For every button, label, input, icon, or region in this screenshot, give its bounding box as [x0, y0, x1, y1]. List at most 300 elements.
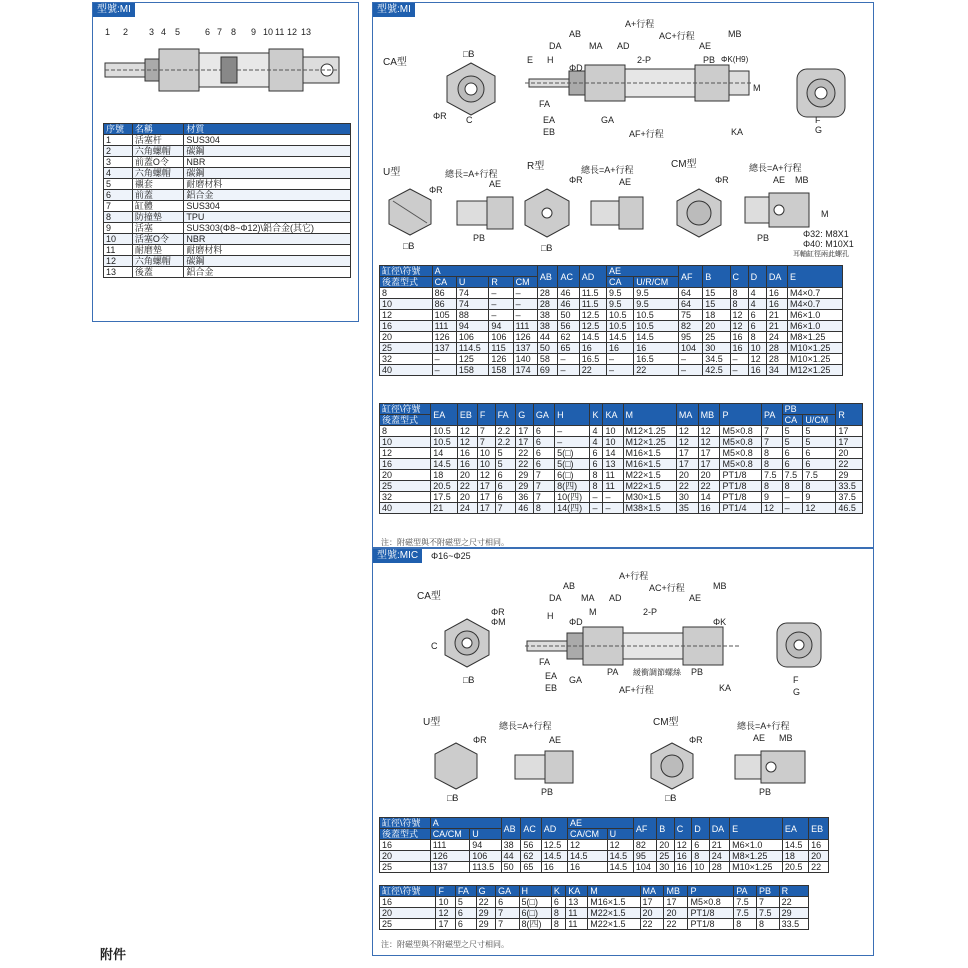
table-cell: 9.5 — [606, 299, 633, 310]
table-cell: 7 — [762, 426, 783, 437]
table-cell: 22 — [676, 481, 698, 492]
table-cell: M16×1.5 — [588, 897, 640, 908]
table-cell: 20 — [657, 840, 674, 851]
mic-dim-phi-k: ΦK — [713, 617, 727, 627]
table-header-cell: 後蓋型式 — [380, 277, 433, 288]
table-cell: 34.5 — [703, 354, 730, 365]
table-cell: 六角螺帽 — [132, 256, 184, 267]
callout-10: 10 — [263, 27, 274, 37]
table-cell: 16 — [606, 343, 633, 354]
table-cell: 12 — [698, 426, 720, 437]
table-cell: 56 — [521, 840, 541, 851]
table-cell: 16 — [748, 365, 766, 376]
table-cell: 126 — [489, 354, 513, 365]
table-row — [104, 168, 351, 179]
table-cell: 126 — [432, 332, 456, 343]
table-header-cell: PB — [756, 886, 779, 897]
mi-dim-k-h9: ΦK(H9) — [721, 55, 749, 64]
table-header-cell: M — [623, 404, 676, 426]
table-cell: 10(四) — [555, 492, 590, 503]
cylinder-section-drawing — [101, 39, 351, 105]
table-cell: 24 — [457, 503, 477, 514]
table-header-cell: CM — [513, 277, 537, 288]
mi-r-phi-r: ΦR — [569, 175, 583, 185]
table-cell: 17 — [676, 459, 698, 470]
table-cell: 114.5 — [456, 343, 489, 354]
table-cell: 16 — [457, 459, 477, 470]
table-cell: 7 — [477, 426, 495, 437]
table-cell: 14.5 — [607, 851, 633, 862]
table-cell: 8 — [104, 212, 133, 223]
table-cell: M12×1.25 — [623, 437, 676, 448]
mic-rear-f: F — [793, 675, 799, 685]
table-cell: 6 — [533, 448, 554, 459]
mic-u-total: 總長=A+行程 — [499, 721, 552, 731]
table-cell: 38 — [501, 840, 521, 851]
table-cell: 82 — [633, 840, 656, 851]
table-header-cell: R — [836, 404, 863, 426]
table-cell: 16 — [541, 862, 567, 873]
table-cell: 14.5 — [579, 332, 606, 343]
table-header-cell: MA — [676, 404, 698, 426]
footer-label: 附件 — [100, 947, 127, 962]
mi-dim-2p: 2-P — [637, 55, 652, 65]
table-cell: 29 — [476, 919, 495, 930]
table-cell: 111 — [513, 321, 537, 332]
table-cell: 6 — [533, 437, 554, 448]
mic-cm-mb: MB — [779, 733, 793, 743]
table-cell: 16 — [380, 897, 436, 908]
table-cell: 12 — [436, 908, 455, 919]
mic-u-phi-r: ΦR — [473, 735, 487, 745]
table-cell: 11 — [603, 470, 623, 481]
table-cell: 5 — [104, 179, 133, 190]
table-cell: 六角螺帽 — [132, 146, 184, 157]
parts-header-cell: 序號 — [104, 124, 133, 135]
table-header-cell: 後蓋型式 — [380, 415, 431, 426]
mi-u-label: U型 — [383, 167, 401, 178]
mi-dim-pb: PB — [703, 55, 716, 65]
table-cell: 前蓋 — [132, 190, 184, 201]
table-row — [380, 310, 843, 321]
table-cell: 7.5 — [762, 470, 783, 481]
table-cell: 10.5 — [431, 437, 458, 448]
table-cell: 38 — [537, 321, 558, 332]
table-cell: 8 — [730, 288, 748, 299]
table-header-cell: FA — [455, 886, 476, 897]
table-cell: 9.5 — [606, 288, 633, 299]
mi-r-total: 總長=A+行程 — [581, 165, 634, 175]
table-cell: 21 — [766, 321, 787, 332]
table-header-cell: U/R/CM — [634, 277, 679, 288]
table-header-cell: DA — [709, 818, 729, 840]
table-cell: 16 — [730, 343, 748, 354]
table-cell: 22 — [836, 459, 863, 470]
table-cell: 38 — [537, 310, 558, 321]
mi-ca-phi-r: ΦR — [433, 111, 447, 121]
table-cell: 74 — [456, 288, 489, 299]
table-cell: 88 — [456, 310, 489, 321]
mi-cm-side-view — [743, 187, 813, 233]
table-cell: 16 — [457, 448, 477, 459]
table-cell: 活塞 — [132, 223, 184, 234]
table-cell: 17 — [664, 897, 688, 908]
table-row — [380, 299, 843, 310]
table-cell: 21 — [766, 310, 787, 321]
table-cell: 50 — [501, 862, 521, 873]
mi-dim-e: E — [527, 55, 534, 65]
table-cell: 碳鋼 — [184, 146, 351, 157]
table-header-cell: 缸徑\符號 — [380, 404, 431, 415]
table-cell: 12 — [477, 470, 495, 481]
table-cell: 6(□) — [555, 470, 590, 481]
mic-panel-tag: 型號:MIC — [373, 549, 422, 563]
table-cell: 12 — [380, 310, 433, 321]
table-row — [380, 470, 863, 481]
table-cell: 4 — [590, 426, 603, 437]
table-row — [380, 448, 863, 459]
mi-r-label: R型 — [527, 161, 545, 172]
table-cell: 29 — [516, 470, 534, 481]
mic-ca-front-view — [441, 617, 493, 669]
table-cell: 12 — [762, 503, 783, 514]
table-cell: – — [555, 426, 590, 437]
table-cell: 12.5 — [541, 840, 567, 851]
table-cell: 16 — [568, 862, 608, 873]
table-header-cell: KA — [566, 886, 588, 897]
table-cell: M30×1.5 — [623, 492, 676, 503]
table-cell: 7.5 — [734, 908, 757, 919]
table-cell: 7.5 — [734, 897, 757, 908]
table-header-cell: GA — [533, 404, 554, 426]
table-cell: M10×1.25 — [788, 343, 843, 354]
table-cell: 10 — [104, 234, 133, 245]
table-cell: 6 — [455, 908, 476, 919]
table-cell: M5×0.8 — [720, 426, 762, 437]
mi-ca-rear-view — [793, 65, 849, 121]
table-cell: 20 — [676, 470, 698, 481]
table-cell: 13 — [104, 267, 133, 278]
table-cell: 106 — [489, 332, 513, 343]
table-cell: 12 — [676, 437, 698, 448]
table-header-cell: AD — [541, 818, 567, 840]
table-cell: 16 — [730, 332, 748, 343]
mic-ca-rear-view — [773, 619, 825, 671]
mic-dimension-table-2 — [379, 885, 809, 930]
table-cell: 10 — [380, 437, 431, 448]
table-cell: 6 — [748, 310, 766, 321]
table-cell: 12 — [803, 503, 836, 514]
table-cell: 3 — [104, 157, 133, 168]
table-cell: 28 — [766, 343, 787, 354]
table-cell: 1 — [104, 135, 133, 146]
mi-r-ae: AE — [619, 177, 632, 187]
table-cell: 25 — [703, 332, 730, 343]
table-cell: 25 — [380, 919, 436, 930]
table-cell: SUS304 — [184, 201, 351, 212]
table-row — [380, 321, 843, 332]
table-cell: 12 — [457, 426, 477, 437]
table-cell: 7 — [104, 201, 133, 212]
table-cell: 6 — [748, 321, 766, 332]
table-cell: 5 — [782, 426, 803, 437]
table-header-cell: A — [430, 818, 501, 829]
table-cell: 20 — [698, 470, 720, 481]
table-header-cell: CA/CM — [568, 829, 608, 840]
table-row — [380, 862, 829, 873]
table-cell: 6 — [104, 190, 133, 201]
table-cell: 158 — [489, 365, 513, 376]
table-cell: 18 — [782, 851, 808, 862]
table-cell: 9 — [104, 223, 133, 234]
table-cell: NBR — [184, 234, 351, 245]
mic-cm-phi-r: ΦR — [689, 735, 703, 745]
mi-dim-eb: EB — [543, 127, 556, 137]
table-cell: 後蓋 — [132, 267, 184, 278]
table-cell: 20 — [640, 908, 664, 919]
mic-dim-a-stroke: A+行程 — [619, 571, 649, 581]
table-cell: 8 — [756, 919, 779, 930]
table-cell: – — [590, 503, 603, 514]
mi-cm-note-1: Φ32: M8X1 — [803, 229, 849, 239]
table-header-cell: D — [692, 818, 709, 840]
table-cell: 16 — [579, 343, 606, 354]
table-cell: 20 — [664, 908, 688, 919]
table-cell: 6 — [496, 897, 519, 908]
table-cell: 12 — [607, 840, 633, 851]
table-cell: NBR — [184, 157, 351, 168]
table-cell: 22 — [779, 897, 808, 908]
table-cell: – — [679, 354, 703, 365]
table-cell: 4 — [748, 288, 766, 299]
mi-r-side-view — [589, 193, 645, 233]
mi-u-side-view — [455, 191, 515, 235]
mi-dim-af-stroke: AF+行程 — [629, 129, 664, 139]
table-cell: 22 — [516, 448, 534, 459]
callout-8: 8 — [231, 27, 237, 37]
table-cell: 14(四) — [555, 503, 590, 514]
table-cell: 10.5 — [634, 310, 679, 321]
table-cell: 10 — [477, 459, 495, 470]
mic-u-label: U型 — [423, 717, 441, 728]
table-cell: 17 — [836, 426, 863, 437]
table-cell: 5 — [495, 459, 516, 470]
table-cell: 16 — [380, 321, 433, 332]
table-cell: 10 — [748, 343, 766, 354]
table-cell: 8 — [590, 470, 603, 481]
mi-ca-front-view — [443, 61, 499, 117]
mic-cm-pb: PB — [759, 787, 772, 797]
table-cell: 8 — [380, 426, 431, 437]
mi-dimension-table-1 — [379, 265, 843, 376]
table-header-cell: U — [456, 277, 489, 288]
table-cell: 40 — [380, 365, 433, 376]
table-cell: 14.5 — [568, 851, 608, 862]
table-cell: 12 — [748, 354, 766, 365]
table-row — [380, 851, 829, 862]
table-cell: 20 — [457, 470, 477, 481]
table-cell: 9.5 — [634, 288, 679, 299]
table-cell: 8 — [533, 503, 554, 514]
table-header-cell: 缸徑\符號 — [380, 818, 431, 829]
table-cell: 115 — [489, 343, 513, 354]
mi-panel — [372, 2, 874, 548]
table-cell: 9 — [803, 492, 836, 503]
table-row — [104, 201, 351, 212]
table-header-cell: CA — [432, 277, 456, 288]
table-header-cell: G — [516, 404, 534, 426]
table-row — [380, 840, 829, 851]
table-row — [104, 223, 351, 234]
table-cell: 42.5 — [703, 365, 730, 376]
table-cell: 25 — [657, 851, 674, 862]
mic-u-ae: AE — [549, 735, 562, 745]
mic-u-pb: PB — [541, 787, 554, 797]
table-cell: 75 — [679, 310, 703, 321]
table-cell: 137 — [432, 343, 456, 354]
table-cell: – — [489, 288, 513, 299]
table-cell: 10 — [692, 862, 709, 873]
table-cell: 14.5 — [607, 862, 633, 873]
table-row — [380, 343, 843, 354]
table-cell: 11.5 — [579, 299, 606, 310]
table-cell: 7 — [533, 481, 554, 492]
table-cell: 82 — [679, 321, 703, 332]
table-cell: 11 — [104, 245, 133, 256]
mi-dim-ka: KA — [731, 127, 744, 137]
table-cell: 17 — [477, 481, 495, 492]
table-cell: 17 — [640, 897, 664, 908]
table-cell: 174 — [513, 365, 537, 376]
table-cell: 44 — [501, 851, 521, 862]
mi-cm-m: M — [821, 209, 829, 219]
table-cell: 34 — [766, 365, 787, 376]
table-cell: 防撞墊 — [132, 212, 184, 223]
table-header-cell: PA — [762, 404, 783, 426]
table-cell: 126 — [430, 851, 470, 862]
mi-dim-a-stroke: A+行程 — [625, 19, 655, 29]
mi-cm-front-view — [673, 187, 725, 239]
table-header-cell: AE — [568, 818, 634, 829]
mi-cm-note-3: 耳軸缸徑兩此螺孔 — [793, 251, 849, 258]
table-cell: SUS303(Φ8~Φ12)\鋁合金(其它) — [184, 223, 351, 234]
table-header-cell: 缸徑\符號 — [380, 266, 433, 277]
table-cell: 8 — [590, 481, 603, 492]
table-cell: 28 — [537, 299, 558, 310]
table-cell: 8 — [762, 448, 783, 459]
table-cell: 22 — [664, 919, 688, 930]
mi-u-total: 總長=A+行程 — [445, 169, 498, 179]
table-cell: 6 — [551, 897, 565, 908]
table-cell: M10×1.25 — [730, 862, 783, 873]
table-cell: 126 — [513, 332, 537, 343]
table-cell: 16 — [698, 503, 720, 514]
table-cell: 15 — [703, 288, 730, 299]
table-cell: M12×1.25 — [788, 365, 843, 376]
mi-dim-ad: AD — [617, 41, 630, 51]
parts-header-cell: 名稱 — [132, 124, 184, 135]
table-cell: 10.5 — [606, 321, 633, 332]
table-cell: 6 — [782, 459, 803, 470]
table-cell: 17 — [676, 448, 698, 459]
table-cell: 35 — [676, 503, 698, 514]
table-cell: 14.5 — [634, 332, 679, 343]
table-cell: 17 — [836, 437, 863, 448]
table-cell: 17 — [477, 492, 495, 503]
table-header-cell: AB — [537, 266, 558, 288]
table-cell: 8(四) — [519, 919, 551, 930]
table-cell: – — [513, 310, 537, 321]
table-cell: 20.5 — [782, 862, 808, 873]
table-cell: 18 — [431, 470, 458, 481]
table-cell: 16 — [674, 862, 691, 873]
table-cell: 24 — [766, 332, 787, 343]
table-row — [104, 135, 351, 146]
table-cell: 30 — [676, 492, 698, 503]
table-header-cell: DA — [766, 266, 787, 288]
mic-dim-ac-stroke: AC+行程 — [649, 583, 685, 593]
mic-dim-m: M — [589, 607, 597, 617]
table-cell: M5×0.8 — [720, 437, 762, 448]
table-cell: 缸體 — [132, 201, 184, 212]
table-cell: 65 — [521, 862, 541, 873]
callout-12: 12 — [287, 27, 298, 37]
mi-dim-ma: MA — [589, 41, 603, 51]
table-cell: 62 — [521, 851, 541, 862]
table-cell: 14 — [603, 448, 623, 459]
table-cell: 36 — [516, 492, 534, 503]
mic-u-sq-b: □B — [447, 793, 459, 803]
table-cell: 29 — [516, 481, 534, 492]
table-cell: 7 — [533, 492, 554, 503]
table-cell: 50 — [558, 310, 579, 321]
table-cell: 8 — [730, 299, 748, 310]
table-cell: 8 — [734, 919, 757, 930]
table-cell: 6 — [590, 459, 603, 470]
mic-note: 注：附磁型與不附磁型之尺寸相同。 — [381, 940, 509, 949]
table-header-cell: EB — [809, 818, 829, 840]
table-cell: 33.5 — [779, 919, 808, 930]
table-cell: 113.5 — [470, 862, 501, 873]
table-cell: PT1/8 — [720, 470, 762, 481]
table-header-cell: U/CM — [803, 415, 836, 426]
table-cell: M5×0.8 — [720, 448, 762, 459]
table-header-cell: R — [779, 886, 808, 897]
table-cell: 6 — [495, 481, 516, 492]
table-cell: – — [489, 310, 513, 321]
parts-panel — [92, 2, 359, 322]
mi-u-ae: AE — [489, 179, 502, 189]
table-header-cell: D — [748, 266, 766, 288]
table-cell: 137 — [513, 343, 537, 354]
mi-dim-m: M — [753, 83, 761, 93]
table-row — [104, 190, 351, 201]
table-cell: 29 — [836, 470, 863, 481]
mi-rear-g: G — [815, 125, 823, 135]
table-cell: M10×1.25 — [788, 354, 843, 365]
mi-dim-ac-stroke: AC+行程 — [659, 31, 695, 41]
table-cell: 46 — [558, 288, 579, 299]
table-cell: 12 — [104, 256, 133, 267]
table-cell: 12 — [457, 437, 477, 448]
table-cell: 21 — [709, 840, 729, 851]
table-cell: 16.5 — [579, 354, 606, 365]
table-cell: 29 — [779, 908, 808, 919]
mic-dim-phi-d: ΦD — [569, 617, 583, 627]
table-cell: 44 — [537, 332, 558, 343]
table-cell: 56 — [558, 321, 579, 332]
mic-ca-label: CA型 — [417, 591, 441, 602]
